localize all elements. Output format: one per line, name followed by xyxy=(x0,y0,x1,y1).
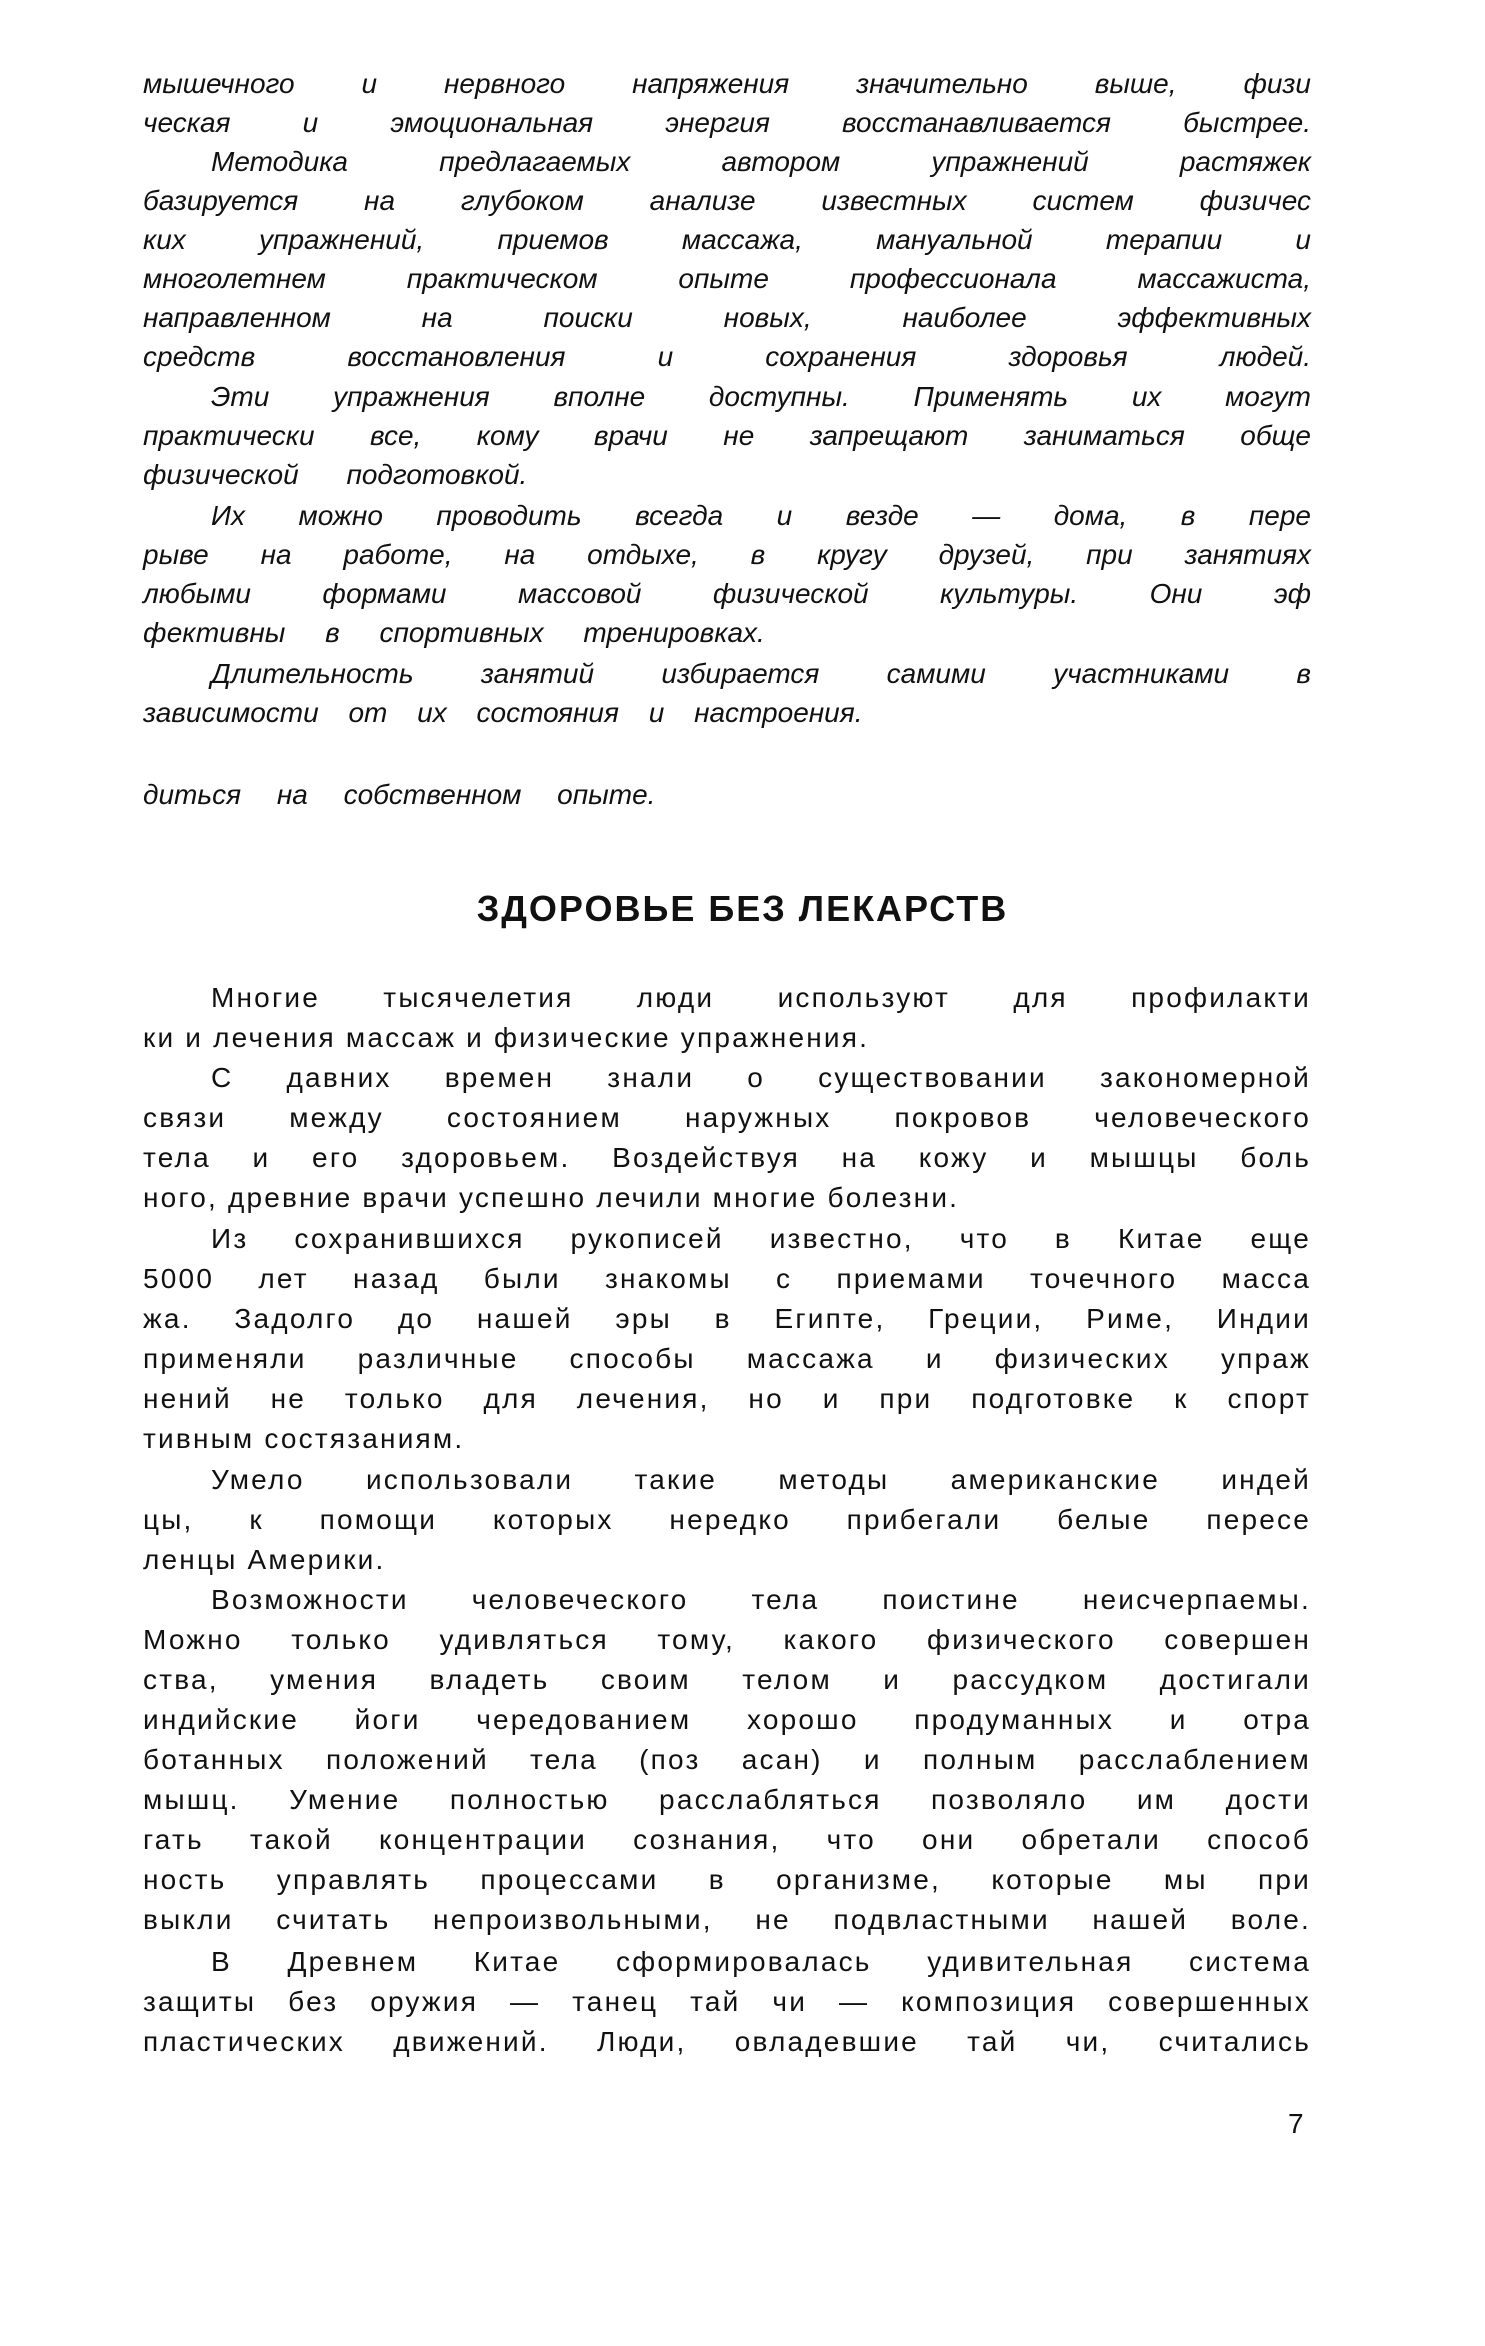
text-line: Методика предлагаемых автором упражнений растяжек xyxy=(211,146,1311,177)
text-line: Умело использовали такие методы американские индей xyxy=(211,1464,1311,1495)
text-line: применяли различные способы массажа и физических упраж xyxy=(143,1343,1311,1374)
text-line: любыми формами массовой физической культуры. Они эф xyxy=(143,578,1311,609)
text-line: ного, древние врачи успешно лечили многие болезни. xyxy=(143,1182,960,1213)
text-line: ботанных положений тела (поз асан) и полным расслаблением xyxy=(143,1744,1311,1775)
text-line: ческая и эмоциональная энергия восстанавливается быстрее. xyxy=(143,107,1311,138)
text-line: направленном на поиски новых, наиболее эффективных xyxy=(143,302,1311,333)
text-line: ность управлять процессами в организме, которые мы при xyxy=(143,1864,1311,1895)
text-line: цы, к помощи которых нередко прибегали белые пересе xyxy=(143,1504,1311,1535)
text-line: Из сохранившихся рукописей известно, что в Китае еще xyxy=(211,1223,1311,1254)
text-line: 5000 лет назад были знакомы с приемами точечного масса xyxy=(143,1263,1311,1294)
text-line: пластических движений. Люди, овладевшие тай чи, считались xyxy=(143,2026,1311,2057)
text-line: мышечного и нервного напряжения значительно выше, физи xyxy=(143,68,1311,99)
text-line: средств восстановления и сохранения здоровья людей. xyxy=(143,341,1311,372)
text-line: Многие тысячелетия люди используют для профилакти xyxy=(211,982,1311,1013)
text-line: ких упражнений, приемов массажа, мануальной терапии и xyxy=(143,224,1311,255)
text-line: фективны в спортивных тренировках. xyxy=(143,617,765,648)
text-line: С давних времен знали о существовании закономерной xyxy=(211,1062,1311,1093)
text-line: тивным состязаниям. xyxy=(143,1423,465,1454)
text-line: рыве на работе, на отдыхе, в кругу друзей, при занятиях xyxy=(143,539,1311,570)
text-line: гать такой концентрации сознания, что они обретали способ xyxy=(143,1824,1311,1855)
text-line: индийские йоги чередованием хорошо продуманных и отра xyxy=(143,1704,1311,1735)
text-line: связи между состоянием наружных покровов человеческого xyxy=(143,1102,1311,1133)
text-line: ленцы Америки. xyxy=(143,1544,386,1575)
text-line: многолетнем практическом опыте профессионала массажиста, xyxy=(143,263,1311,294)
text-line: выкли считать непроизвольными, не подвластными нашей воле. xyxy=(143,1904,1311,1935)
text-line: Их можно проводить всегда и везде — дома, в пере xyxy=(211,500,1311,531)
section-title: ЗДОРОВЬЕ БЕЗ ЛЕКАРСТВ xyxy=(476,888,1009,929)
text-line: мышц. Умение полностью расслабляться позволяло им дости xyxy=(143,1784,1311,1815)
text-line: зависимости от их состояния и настроения. xyxy=(143,697,863,728)
text-line: физической подготовкой. xyxy=(143,459,528,490)
text-line: Эти упражнения вполне доступны. Применять их могут xyxy=(211,381,1311,412)
text-line: нений не только для лечения, но и при подготовке к спорт xyxy=(143,1383,1311,1414)
text-line: Можно только удивляться тому, какого физического совершен xyxy=(143,1624,1311,1655)
text-line: диться на собственном опыте. xyxy=(143,779,656,810)
text-line: жа. Задолго до нашей эры в Египте, Греции, Риме, Индии xyxy=(143,1303,1311,1334)
text-line: Возможности человеческого тела поистине неисчерпаемы. xyxy=(211,1584,1311,1615)
text-line: базируется на глубоком анализе известных систем физичес xyxy=(143,185,1311,216)
page-number: 7 xyxy=(1288,2108,1304,2139)
text-line: тела и его здоровьем. Воздействуя на кожу и мышцы боль xyxy=(143,1142,1311,1173)
text-line: Длительность занятий избирается самими участниками в xyxy=(211,658,1311,689)
text-line: защиты без оружия — танец тай чи — композиция совершенных xyxy=(143,1986,1311,2017)
text-line: ства, умения владеть своим телом и рассудком достигали xyxy=(143,1664,1311,1695)
text-line: практически все, кому врачи не запрещают заниматься обще xyxy=(143,420,1311,451)
text-line: В Древнем Китае сформировалась удивительная система xyxy=(211,1946,1311,1977)
text-line: ки и лечения массаж и физические упражнения. xyxy=(143,1022,870,1053)
